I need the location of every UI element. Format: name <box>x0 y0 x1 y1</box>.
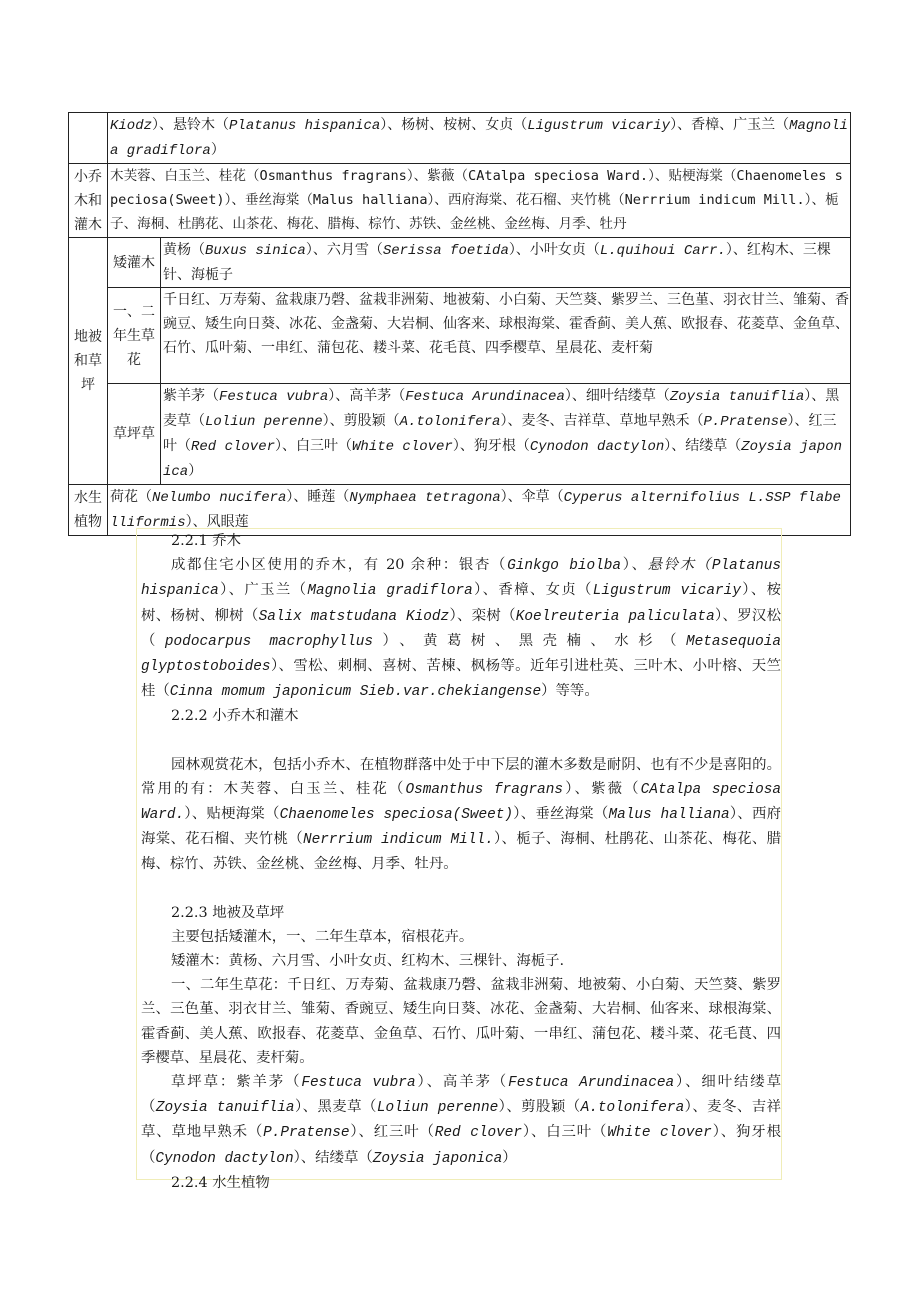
paragraph <box>141 973 781 1070</box>
paragraph <box>141 949 781 973</box>
body-section <box>136 528 782 1191</box>
latin-name-text: Koelreuteria paliculata <box>515 608 715 625</box>
latin-name-text: Cyperus alternifolius L.SSP flabelliformis <box>110 490 841 531</box>
text-run: 2.2.4 水生植物 <box>171 1174 270 1191</box>
latin-name-text: Metasequoia glyptostoboides <box>141 633 781 676</box>
latin-name-text: Zoysia japonica <box>163 439 843 480</box>
text-run: ）、桉树、杨树、柳树（ <box>141 582 781 624</box>
text-run: 主要包括矮灌木，一、二年生草本，宿根花卉。 <box>171 928 474 945</box>
latin-name-text: Zoysia japonica <box>372 1150 503 1167</box>
latin-name-text: A.tolonifera <box>399 414 501 430</box>
text-run: 一、二年生草花：千日红、万寿菊、盆栽康乃磬、盆栽非洲菊、地被菊、小白菊、天竺葵、紫罗兰、三色堇、羽衣甘兰、雏菊、香豌豆、矮生向日葵、冰花、金盏菊、大岩桐、仙客来、球根海棠、霍香蓟、美人蕉、欧报春、花菱草、金鱼草、石竹、瓜叶菊、一串红、蒲包花、耧斗菜、花毛茛、四季樱草、星晨花、麦杆菊。 <box>141 977 781 1066</box>
latin-name-text: Ligustrum vicariy <box>527 118 671 134</box>
table-row <box>69 238 851 288</box>
table-row <box>69 164 851 238</box>
latin-name-text: Cinna momum japonicum Sieb.var.chekiangense <box>169 684 542 701</box>
table-row <box>69 384 851 485</box>
text-run: 黄杨（ <box>163 242 205 258</box>
latin-name-text: Festuca Arundinacea <box>405 389 565 405</box>
text-run: ）、六月雪（ <box>305 242 383 258</box>
latin-name-text: CAtalpa speciosa Ward. <box>141 781 781 824</box>
latin-name-text: Nelumbo nucifera <box>152 490 287 506</box>
text-run: ） <box>502 1149 517 1166</box>
latin-name-text: Loliun perenne <box>205 414 323 430</box>
text-run: ）、红三叶（ <box>163 413 837 454</box>
text-run: ）、雪松、刺桐、喜树、苦楝、枫杨等。近年引进杜英、三叶木、小叶榕、天竺桂（ <box>141 658 781 700</box>
table-row <box>69 288 851 384</box>
paragraph <box>141 1070 781 1171</box>
latin-name-text: Nerrrium indicum Mill. <box>303 832 494 849</box>
text-run: ）、红三叶（ <box>349 1124 435 1141</box>
text-run: ）、细叶结缕草（ <box>141 1074 782 1116</box>
subcategory-cell: 草坪草 <box>108 384 161 485</box>
text-run: ）、剪股颖（ <box>498 1099 581 1116</box>
text-run: ）、细叶结缕草（ <box>564 388 670 404</box>
section-heading <box>141 901 781 925</box>
latin-name-text: Salix matstudana Kiodz <box>258 608 450 625</box>
latin-name-text: Serissa foetida <box>382 243 509 259</box>
text-run: ）、高羊茅（ <box>328 388 406 404</box>
latin-name-text: Cynodon dactylon <box>155 1150 294 1167</box>
text-run: ）、杨树、桉树、女贞（ <box>380 117 528 133</box>
latin-name-text: Malus halliana <box>608 807 730 824</box>
category-cell: 水生植物 <box>69 485 108 536</box>
latin-name-text: Red clover <box>191 439 276 455</box>
paragraph <box>141 925 781 949</box>
text-run: 2.2.2 小乔木和灌木 <box>171 708 299 725</box>
category-cell: 地被和草坪 <box>69 238 108 485</box>
text-run: ）、结缕草（ <box>664 438 742 454</box>
text-run: ）、栾树（ <box>449 607 516 624</box>
latin-name-text: Loliun perenne <box>376 1100 499 1117</box>
content-cell <box>161 384 851 485</box>
text-run: ）、红构木、三棵针、海栀子 <box>163 242 831 283</box>
latin-name-text: podocarpus macrophyllus <box>164 633 374 650</box>
spacer <box>141 877 781 901</box>
text-run: ）、广玉兰（ <box>218 582 308 599</box>
latin-name-text: L.quihoui Carr. <box>599 243 726 259</box>
spacer <box>141 729 781 753</box>
text-run: ）、栀子、海桐、杜鹃花、山茶花、梅花、腊梅、棕竹、苏铁、金丝桃、金丝梅、月季、牡丹。 <box>141 831 781 873</box>
text-run: 千日红、万寿菊、盆栽康乃磬、盆栽非洲菊、地被菊、小白菊、天竺葵、紫罗兰、三色堇、羽衣甘兰、雏菊、香豌豆、矮生向日葵、冰花、金盏菊、大岩桐、仙客来、球根海棠、霍香蓟、美人蕉、欧报春、花菱草、金鱼草、石竹、瓜叶菊、一串红、蒲包花、耧斗菜、花毛茛、四季樱草、星晨花、麦杆菊 <box>163 292 849 356</box>
text-run: ）、垂丝海棠（ <box>513 806 609 823</box>
text-run: ）、白三叶（ <box>522 1124 608 1141</box>
latin-name-text: 悬铃木（Platanus hispanica <box>141 558 781 600</box>
text-run: ）、贴梗海棠（ <box>184 806 280 823</box>
text-run: ）、香樟、女贞（ <box>472 582 593 599</box>
text-run: ）、睡莲（ <box>286 489 350 505</box>
text-run: ）、伞草（ <box>500 489 564 505</box>
text-run: 紫羊茅（ <box>163 388 219 404</box>
latin-name-text: Chaenomeles speciosa(Sweet) <box>279 807 514 824</box>
latin-name-text: Platanus hispanica <box>229 118 381 134</box>
text-run: 2.2.3 地被及草坪 <box>171 904 285 921</box>
text-run: ）、黑麦草（ <box>294 1099 377 1116</box>
content-cell <box>161 288 851 384</box>
text-run: ）、西府海棠、花石榴、夹竹桃（ <box>141 806 781 848</box>
latin-name-text: Cynodon dactylon <box>529 439 665 455</box>
text-run: ）、 <box>621 557 648 574</box>
text-run: ）、香樟、广玉兰（ <box>670 117 790 133</box>
text-run: ）、狗牙根（ <box>141 1124 781 1166</box>
content-cell <box>161 238 851 288</box>
latin-name-text: Magnolia gradiflora <box>307 583 473 600</box>
text-run: 成都住宅小区使用的乔木，有 20 余种：银杏（ <box>171 557 508 574</box>
latin-name-text: Ginkgo biolba <box>507 558 622 575</box>
text-run: 矮灌木：黄杨、六月雪、小叶女贞、红构木、三棵针、海栀子. <box>171 953 565 970</box>
category-cell: 小乔木和灌木 <box>69 164 108 238</box>
latin-name-text: Osmanthus fragrans <box>405 781 564 798</box>
latin-name-text: A.tolonifera <box>580 1100 685 1117</box>
text-run: ）、麦冬、吉祥草、草地早熟禾（ <box>500 413 704 429</box>
table-row <box>69 113 851 164</box>
content-cell <box>108 164 851 238</box>
text-run: ）、黑麦草（ <box>163 388 840 429</box>
latin-name-text: Buxus sinica <box>205 243 306 259</box>
latin-name-text: Ligustrum vicariy <box>592 583 741 600</box>
section-heading <box>141 1171 781 1195</box>
text-run: ）、结缕草（ <box>293 1149 373 1166</box>
latin-name-text: Festuca Arundinacea <box>508 1075 675 1092</box>
category-cell <box>69 113 108 164</box>
latin-name-text: Zoysia tanuiflia <box>669 389 805 405</box>
latin-name-text: P.Pratense <box>703 414 788 430</box>
plant-table <box>68 112 851 536</box>
latin-name-text: White clover <box>607 1125 712 1142</box>
latin-name-text: Kiodz <box>110 118 153 134</box>
latin-name-text: Zoysia tanuiflia <box>155 1100 295 1117</box>
latin-name-text: Nymphaea tetragona <box>349 490 501 506</box>
text-run: 园林观赏花木，包括小乔木、在植物群落中处于中下层的灌木多数是耐阴、也有不少是喜阳的。常用的有：木芙蓉、白玉兰、桂花（ <box>141 756 781 797</box>
text-run: 木芙蓉、白玉兰、桂花（Osmanthus fragrans）、紫薇（CAtalpa speciosa Ward.）、贴梗海棠（Chaenomeles speciosa(Sweet)）、垂丝海棠（Malus halliana）、西府海棠、花石榴、夹竹桃（Nerrrium indicum Mill.）、栀子、海桐、杜鹃花、山茶花、梅花、腊梅、棕竹、苏铁、金丝桃、金丝梅、月季、牡丹 <box>110 168 843 232</box>
latin-name-text: White clover <box>352 439 453 455</box>
section-heading <box>141 704 781 728</box>
latin-name-text: Festuca vubra <box>301 1075 416 1092</box>
text-run: ）、罗汉松（ <box>141 607 781 649</box>
text-run: 荷花（ <box>110 489 152 505</box>
text-run: ）、黄葛树、黑壳楠、水杉（ <box>373 632 686 649</box>
text-run: ）等等。 <box>541 683 599 700</box>
subcategory-cell: 矮灌木 <box>108 238 161 288</box>
latin-name-text: Festuca vubra <box>219 389 329 405</box>
section-heading <box>141 529 781 553</box>
paragraph <box>141 753 781 877</box>
text-run: ）、剪股颖（ <box>322 413 400 429</box>
latin-name-text: P.Pratense <box>263 1125 350 1142</box>
text-run: ）、高羊茅（ <box>415 1074 509 1091</box>
text-run: ）、小叶女贞（ <box>508 242 600 258</box>
latin-name-text: Red clover <box>434 1125 523 1142</box>
text-run: ）、紫薇（ <box>563 780 641 797</box>
text-run: ）、麦冬、吉祥草、草地早熟禾（ <box>141 1099 781 1141</box>
text-run: ） <box>188 463 203 479</box>
text-run: ）、风眼莲 <box>185 514 249 530</box>
paragraph <box>141 553 781 704</box>
text-run: ）、悬铃木（ <box>152 117 230 133</box>
text-run: 草坪草：紫羊茅（ <box>171 1074 302 1091</box>
text-run: 2.2.1 乔木 <box>171 533 241 549</box>
latin-name-text: Magnolia gradiflora <box>110 118 848 159</box>
text-run: ）、狗牙根（ <box>452 438 530 454</box>
content-cell <box>108 113 851 164</box>
text-run: ） <box>210 142 225 158</box>
text-run: ）、白三叶（ <box>275 438 353 454</box>
subcategory-cell: 一、二年生草花 <box>108 288 161 384</box>
